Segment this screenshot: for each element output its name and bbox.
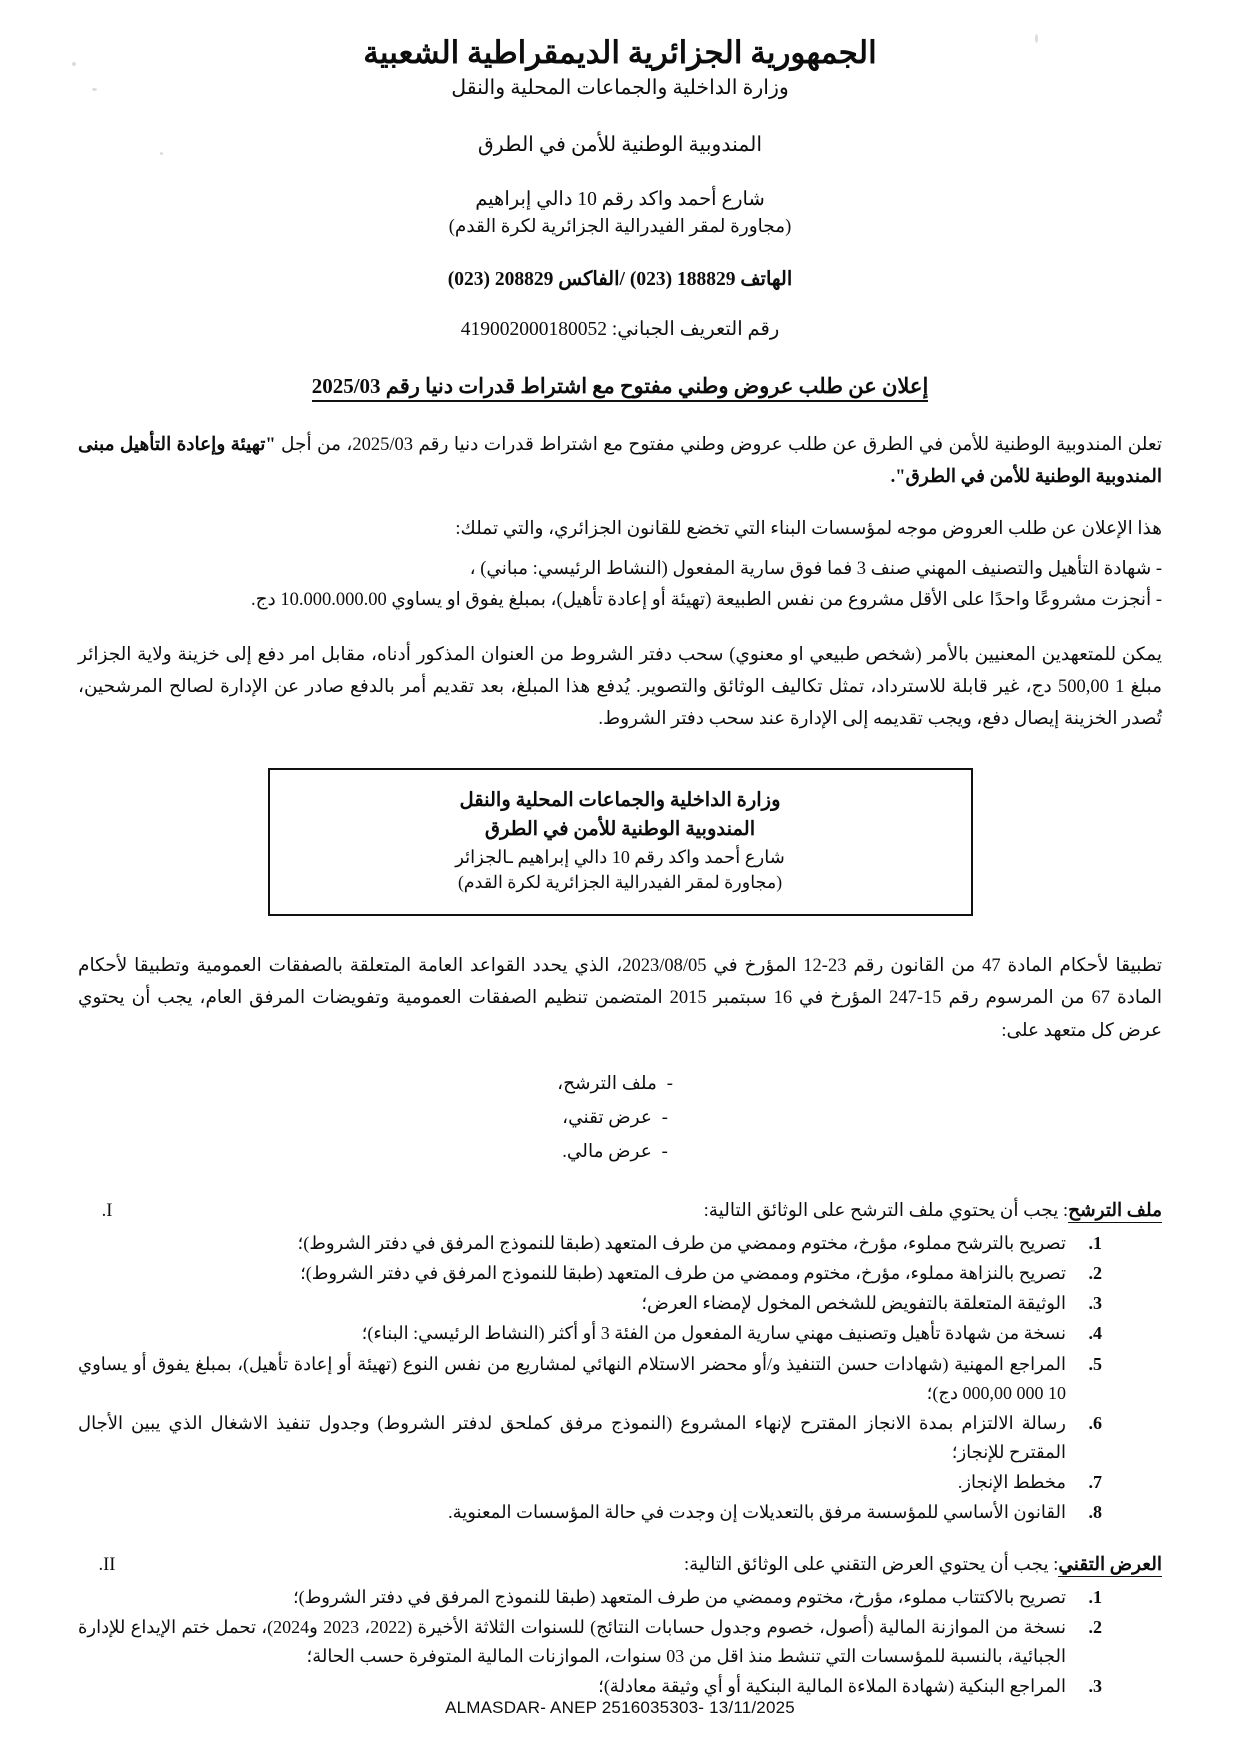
intro-paragraph (78, 429, 1162, 494)
list-item: الوثيقة المتعلقة بالتفويض للشخص المخول لإمضاء العرض؛ (641, 1293, 1066, 1314)
section-technical-offer (78, 1550, 1162, 1702)
document-body (78, 28, 1162, 1722)
eligibility-item-2: - أنجزت مشروعًا واحدًا على الأقل مشروع من نفس الطبيعة (تهيئة أو إعادة تأهيل)، بمبلغ يفوق او يساوي 10.000.000.00 دج. (250, 590, 1162, 611)
scan-speckle (72, 62, 76, 66)
eligibility-item-1: - شهادة التأهيل والتصنيف المهني صنف 3 فما فوق سارية المفعول (النشاط الرئيسي: مباني) ، (469, 558, 1162, 579)
list-item: مخطط الإنجاز. (957, 1472, 1066, 1493)
intro-text: تعلن المندوبية الوطنية للأمن في الطرق عن طلب عروض وطني مفتوح مع اشتراط قدرات دنيا رقم 2025/03، من أجل (275, 434, 1162, 455)
intro-project-name: "تهيئة وإعادة التأهيل مبنى المندوبية الوطنية للأمن في الطرق". (78, 434, 1162, 488)
section-title (136, 1550, 1162, 1581)
ministry-heading: وزارة الداخلية والجماعات المحلية والنقل (451, 76, 789, 99)
section-roman-numeral: II. (98, 1554, 116, 1575)
list-item (78, 1101, 1162, 1135)
list-item (78, 1135, 1162, 1169)
section-header (78, 1550, 1162, 1581)
address-box-delegation: المندوبية الوطنية للأمن في الطرق (484, 819, 756, 841)
republic-heading: الجمهورية الجزائرية الديمقراطية الشعبية (363, 35, 877, 70)
section-items-list (78, 1229, 1104, 1528)
offer-part-label: عرض تقني، (562, 1108, 652, 1129)
footer-reference: ALMASDAR- ANEP 2516035303- 13/11/2025 (445, 1698, 795, 1717)
list-item: تصريح بالاكتتاب مملوء، مؤرخ، مختوم وممضي من طرف المتعهد (طبقا للنموذج المرفق في دفتر الشروط)؛ (292, 1586, 1066, 1607)
section-title (136, 1196, 1162, 1227)
section-title-rest: : يجب أن يحتوي ملف الترشح على الوثائق التالية: (703, 1200, 1069, 1221)
tax-id-line: رقم التعريف الجباني: 419002000180052 (460, 319, 780, 341)
list-item: نسخة من الموازنة المالية (أصول، خصوم وجدول حسابات النتائج) للسنوات الثلاثة الأخيرة (2022، 2023 و2024)، تحمل ختم الإيداع للإدارة الجبائية، بالنسبة للمؤسسات التي تنشط منذ اقل من 03 سنوات، الموازنات المالية المتوفرة حسب الحالة؛ (78, 1617, 1067, 1667)
section-title-underlined: ملف الترشح (1068, 1200, 1162, 1221)
address-box-street: شارع أحمد واكد رقم 10 دالي إبراهيم ـالجزائر (455, 847, 785, 868)
section-items-list (78, 1583, 1104, 1702)
list-item: تصريح بالترشح مملوء، مؤرخ، مختوم وممضي من طرف المتعهد (طبقا للنموذج المرفق في دفتر الشروط)؛ (297, 1232, 1066, 1253)
dash-bullet-icon: - (666, 1073, 673, 1094)
list-item: تصريح بالنزاهة مملوء، مؤرخ، مختوم وممضي من طرف المتعهد (طبقا للنموذج المرفق في دفتر الشروط)؛ (300, 1263, 1066, 1284)
dash-bullet-icon: - (661, 1108, 668, 1129)
header-address-line2: (مجاورة لمقر الفيدرالية الجزائرية لكرة القدم) (448, 217, 792, 238)
list-item: المراجع البنكية (شهادة الملاءة المالية البنكية أو أي وثيقة معادلة)؛ (598, 1676, 1066, 1697)
list-item: المراجع المهنية (شهادات حسن التنفيذ و/أو محضر الاستلام النهائي لمشاريع من نفس النوع (تهيئة أو إعادة تأهيل)، بمبلغ يفوق أو يساوي 10 000 000,00 دج)؛ (78, 1353, 1066, 1403)
offer-part-label: عرض مالي. (562, 1142, 652, 1163)
eligibility-lead: هذا الإعلان عن طلب العروض موجه لمؤسسات البناء التي تخضع للقانون الجزائري، والتي تملك: (455, 519, 1162, 540)
offer-parts-list (78, 1067, 1162, 1170)
address-box-ministry: وزارة الداخلية والجماعات المحلية والنقل (459, 789, 781, 811)
list-item: القانون الأساسي للمؤسسة مرفق بالتعديلات إن وجدت في حالة المؤسسات المعنوية. (448, 1502, 1066, 1523)
section-title-underlined: العرض التقني (1058, 1554, 1162, 1575)
page-title-text: إعلان عن طلب عروض وطني مفتوح مع اشتراط قدرات دنيا رقم 2025/03 (312, 374, 929, 402)
delegation-heading: المندوبية الوطنية للأمن في الطرق (477, 134, 763, 157)
offer-part-label: ملف الترشح، (557, 1073, 657, 1094)
header-address-line1: شارع أحمد واكد رقم 10 دالي إبراهيم (475, 189, 765, 211)
section-title-rest: : يجب أن يحتوي العرض التقني على الوثائق التالية: (683, 1554, 1059, 1575)
list-item: نسخة من شهادة تأهيل وتصنيف مهني سارية المفعول من الفئة 3 أو أكثر (النشاط الرئيسي: البناء)؛ (361, 1323, 1066, 1344)
section-roman-numeral: I. (101, 1200, 113, 1221)
address-box (268, 768, 973, 916)
section-header (78, 1196, 1162, 1227)
list-item (78, 1067, 1162, 1101)
section-candidature-file (78, 1196, 1162, 1528)
withdrawal-paragraph: يمكن للمتعهدين المعنيين بالأمر (شخص طبيعي او معنوي) سحب دفتر الشروط من العنوان المذكور أدناه، مقابل امر دفع إلى خزينة ولاية الجزائر مبلغ 1 500,00 دج، غير قابلة للاسترداد، تمثل تكاليف الوثائق والتصوير. يُدفع هذا المبلغ، بعد تقديم أمر بالدفع صادر عن الإدارة لصالح المرشحين، تُصدر الخزينة إيصال دفع، ويجب تقديمه إلى الإدارة عند سحب دفتر الشروط. (78, 644, 1163, 730)
phone-fax-line: الهاتف 188829 (023) /الفاكس 208829 (023) (447, 269, 793, 291)
dash-bullet-icon: - (661, 1142, 668, 1163)
page-title (290, 371, 950, 403)
legal-reference-paragraph: تطبيقا لأحكام المادة 47 من القانون رقم 23-12 المؤرخ في 2023/08/05، الذي يحدد القواعد العامة المتعلقة بالصفقات العمومية وتطبيقا لأحكام المادة 67 من المرسوم رقم 15-247 المؤرخ في 16 سبتمبر 2015 المتضمن تنظيم الصفقات العمومية وتفويضات المرفق العام، يجب أن يحتوي عرض كل متعهد على: (78, 955, 1163, 1041)
list-item: رسالة الالتزام بمدة الانجاز المقترح لإنهاء المشروع (النموذج مرفق كملحق لدفتر الشروط) وجدول تنفيذ الاشغال الذي يبين الأجال المقترح للإنجاز؛ (78, 1412, 1066, 1463)
address-box-landmark: (مجاورة لمقر الفيدرالية الجزائرية لكرة القدم) (457, 872, 783, 893)
